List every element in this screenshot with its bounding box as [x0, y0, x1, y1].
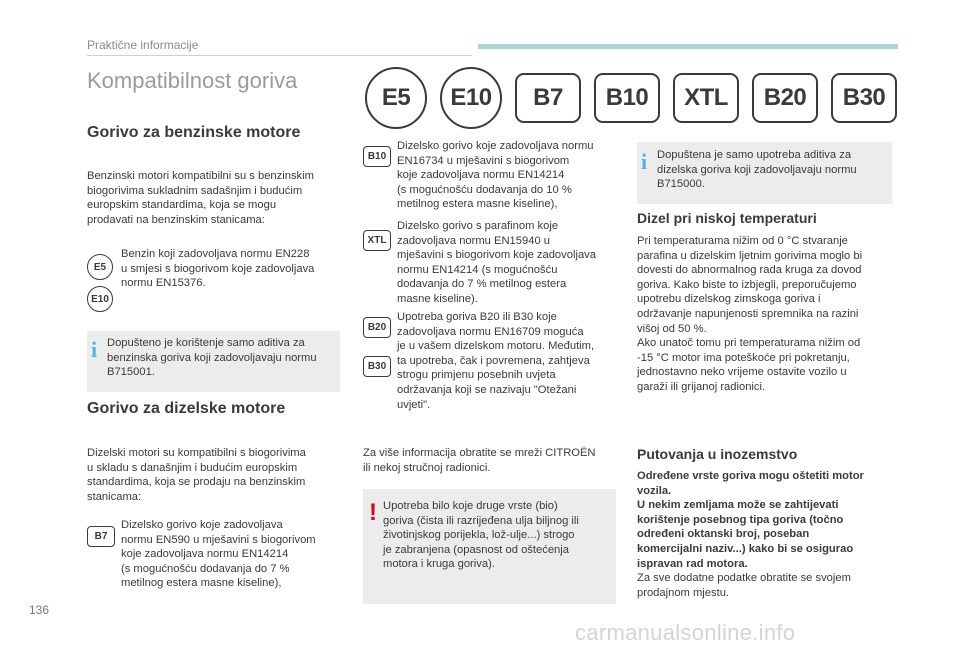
- petrol-badge-e5: E5: [87, 254, 113, 280]
- badge-xtl: XTL: [673, 73, 739, 123]
- watermark: carmanualsonline.info: [575, 620, 796, 645]
- diesel-info-text: Dopuštena je samo upotreba aditiva za dizelska goriva koji zadovoljavaju normu B715000.: [657, 149, 857, 191]
- middle-badge-b30: B30: [363, 356, 391, 377]
- diesel-intro: Dizelski motori su kompatibilni s biogorivima u skladu s današnjim i budućim europskim standardima, koja se prodaju na benzinskim stanicama:: [87, 447, 306, 503]
- badge-b7: B7: [515, 73, 581, 123]
- page-title: Kompatibilnost goriva: [87, 68, 298, 93]
- petrol-badge-text: Benzin koji zadovoljava normu EN228 u smjesi s biogorivom koje zadovoljava normu EN15376.: [121, 248, 315, 290]
- xtl-text: Dizelsko gorivo s parafinom koje zadovoljava normu EN15940 u mješavini s biogorivom koje zadovoljava normu EN14214 (s mogućnošću dodavanja do 7 % metilnog estera masne kiseline).: [397, 220, 596, 305]
- petrol-badge-e10: E10: [87, 286, 113, 312]
- petrol-intro: Benzinski motori kompatibilni su s benzinskim biogorivima sukladnim sadašnjim i budućim europskim standardima, koja se mogu prodavati na benzinskim stanicama:: [87, 170, 314, 226]
- section-label: Praktične informacije: [87, 38, 199, 52]
- info-icon: i: [641, 149, 648, 174]
- petrol-info-box: [87, 331, 340, 392]
- cold-heading: Dizel pri niskoj temperaturi: [637, 210, 817, 226]
- travel-text: Određene vrste goriva mogu oštetiti motor vozila. U nekim zemljama može se zahtijevati korištenje posebnog tipa goriva (točno određeni oktanski broj, poseban komercijalni naziv...) kako bi se osigurao ispravan rad motora. Za sve dodatne podatke obratite se svojem prodajnom mjestu.: [637, 470, 864, 599]
- diesel-heading: Gorivo za dizelske motore: [87, 400, 286, 417]
- header-accent-bar: [478, 44, 898, 49]
- petrol-info-text: Dopušteno je korištenje samo aditiva za benzinska goriva koji zadovoljavaju normu B715001.: [107, 337, 317, 379]
- badge-e5: E5: [365, 67, 427, 129]
- middle-badge-b20: B20: [363, 317, 391, 338]
- info-icon: i: [91, 337, 98, 362]
- warning-icon: !: [369, 499, 377, 526]
- badge-e10: E10: [440, 67, 502, 129]
- cold-text: Pri temperaturama nižim od 0 °C stvaranje parafina u dizelskim ljetnim gorivima moglo bi dovesti do abnormalnog rada kruga za dovod goriva. Kako biste to izbjegli, preporučujemo upotrebu dizelskog zimskoga goriva i održavanje napunjenosti spremnika na razini višoj od 50 %. Ako unatoč tomu pri temperaturama nižim od -15 °C motor ima poteškoće pri pokretanju, jednostavno neko vrijeme ostavite vozilo u garaži ili grijanoj radionici.: [637, 235, 863, 393]
- b7-text: Dizelsko gorivo koje zadovoljava normu EN590 u mješavini s biogorivom koje zadovoljava normu EN14214 (s mogućnošću dodavanja do 7 % metilnog estera masne kiseline),: [121, 519, 316, 590]
- badge-b30: B30: [831, 73, 897, 123]
- b10-text: Dizelsko gorivo koje zadovoljava normu EN16734 u mješavini s biogorivom koje zadovoljava normu EN14214 (s mogućnošću dodavanja do 10 % metilnog estera masne kiseline),: [397, 140, 594, 211]
- contact-text: Za više informacija obratite se mreži CITROËN ili nekoj stručnoj radionici.: [363, 447, 596, 474]
- badge-b20: B20: [752, 73, 818, 123]
- travel-heading: Putovanja u inozemstvo: [637, 446, 798, 462]
- diesel-info-box: [637, 142, 892, 204]
- petrol-heading: Gorivo za benzinske motore: [87, 124, 301, 141]
- diesel-badge-b7: B7: [87, 526, 115, 547]
- warning-text: Upotreba bilo koje druge vrste (bio) goriva (čista ili razrijeđena ulja biljnog ili životinjskog porijekla, lož-ulje...) strogo je zabranjena (opasnost od oštećenja motora i kruga goriva).: [383, 500, 579, 571]
- badge-b10: B10: [594, 73, 660, 123]
- page-number: 136: [29, 603, 50, 617]
- b20-b30-text: Upotreba goriva B20 ili B30 koje zadovoljava normu EN16709 moguća je u vašem dizelskom motoru. Međutim, ta upotreba, čak i povremena, zahtjeva strogu primjenu posebnih uvjeta održavanja koji se nazivaju "Otežani uvjeti".: [397, 311, 595, 411]
- warning-box: [363, 489, 616, 604]
- middle-badge-b10: B10: [363, 146, 391, 167]
- header-divider: [87, 55, 472, 56]
- middle-badge-xtl: XTL: [363, 230, 391, 251]
- fuel-badge-row: [365, 73, 897, 129]
